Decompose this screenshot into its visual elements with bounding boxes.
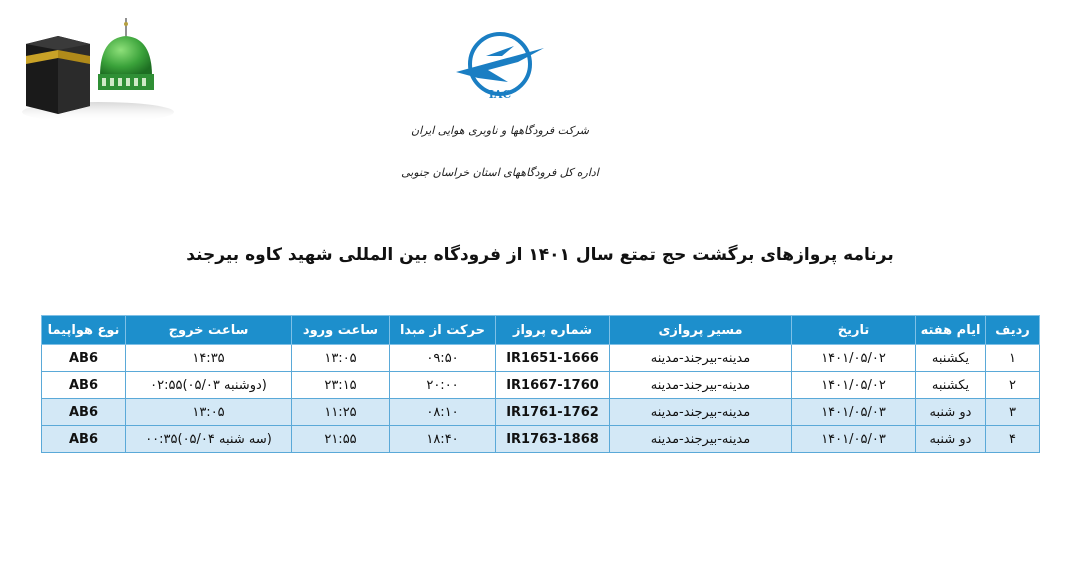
- cell-route: مدینه-بیرجند-مدینه: [610, 426, 792, 453]
- company-name: شرکت فرودگاهها و ناوبری هوایی ایران: [410, 124, 590, 137]
- cell-departure-time: (سه شنبه ۰۵/۰۴)۰۰:۳۵: [126, 426, 292, 453]
- cell-weekday: یکشنبه: [916, 372, 986, 399]
- cell-route: مدینه-بیرجند-مدینه: [610, 345, 792, 372]
- cell-departure-time: ۱۴:۳۵: [126, 345, 292, 372]
- cell-row-number: ۳: [986, 399, 1040, 426]
- cell-flight-number: IR1667-1760: [496, 372, 610, 399]
- cell-flight-number: IR1763-1868: [496, 426, 610, 453]
- cell-departure-time: (دوشنبه ۰۵/۰۳)۰۲:۵۵: [126, 372, 292, 399]
- iac-logo-text: IAC: [488, 88, 512, 101]
- cell-flight-number: IR1651-1666: [496, 345, 610, 372]
- cell-aircraft-type: AB6: [42, 399, 126, 426]
- cell-weekday: دو شنبه: [916, 426, 986, 453]
- hajj-emblem-icon: [18, 14, 178, 126]
- table-row: [42, 399, 1040, 426]
- cell-row-number: ۲: [986, 372, 1040, 399]
- cell-row-number: ۴: [986, 426, 1040, 453]
- col-header-origin-departure: حرکت از مبدا: [390, 316, 496, 345]
- col-header-flight-number: شماره پرواز: [496, 316, 610, 345]
- cell-weekday: دو شنبه: [916, 399, 986, 426]
- cell-route: مدینه-بیرجند-مدینه: [610, 372, 792, 399]
- table-header-row: [42, 316, 1040, 345]
- col-header-arrival-time: ساعت ورود: [292, 316, 390, 345]
- cell-aircraft-type: AB6: [42, 372, 126, 399]
- cell-date: ۱۴۰۱/۰۵/۰۳: [792, 399, 916, 426]
- cell-date: ۱۴۰۱/۰۵/۰۳: [792, 426, 916, 453]
- cell-arrival-time: ۱۳:۰۵: [292, 345, 390, 372]
- table-row: [42, 345, 1040, 372]
- cell-weekday: یکشنبه: [916, 345, 986, 372]
- cell-origin-departure: ۰۹:۵۰: [390, 345, 496, 372]
- cell-row-number: ۱: [986, 345, 1040, 372]
- col-header-weekday: ایام هفته: [916, 316, 986, 345]
- cell-date: ۱۴۰۱/۰۵/۰۲: [792, 372, 916, 399]
- flight-schedule-table: [41, 315, 1040, 453]
- table-row: [42, 372, 1040, 399]
- cell-date: ۱۴۰۱/۰۵/۰۲: [792, 345, 916, 372]
- cell-arrival-time: ۲۱:۵۵: [292, 426, 390, 453]
- cell-origin-departure: ۲۰:۰۰: [390, 372, 496, 399]
- cell-departure-time: ۱۳:۰۵: [126, 399, 292, 426]
- cell-flight-number: IR1761-1762: [496, 399, 610, 426]
- col-header-date: تاریخ: [792, 316, 916, 345]
- cell-aircraft-type: AB6: [42, 426, 126, 453]
- col-header-route: مسیر پروازی: [610, 316, 792, 345]
- col-header-row-number: ردیف: [986, 316, 1040, 345]
- cell-arrival-time: ۲۳:۱۵: [292, 372, 390, 399]
- cell-origin-departure: ۰۸:۱۰: [390, 399, 496, 426]
- cell-route: مدینه-بیرجند-مدینه: [610, 399, 792, 426]
- col-header-aircraft-type: نوع هواپیما: [42, 316, 126, 345]
- col-header-departure-time: ساعت خروج: [126, 316, 292, 345]
- department-name: اداره کل فرودگاههای استان خراسان جنوبی: [401, 166, 599, 179]
- cell-aircraft-type: AB6: [42, 345, 126, 372]
- cell-origin-departure: ۱۸:۴۰: [390, 426, 496, 453]
- table-row: [42, 426, 1040, 453]
- iac-logo-icon: [448, 26, 552, 106]
- page-title: برنامه پروازهای برگشت حج تمتع سال ۱۴۰۱ از فرودگاه بین المللی شهید کاوه بیرجند: [186, 245, 894, 265]
- cell-arrival-time: ۱۱:۲۵: [292, 399, 390, 426]
